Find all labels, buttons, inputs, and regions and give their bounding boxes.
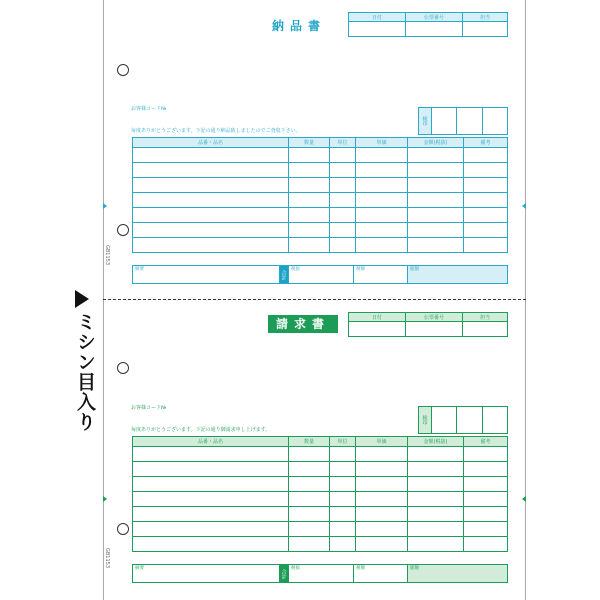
bottom-form-title: 請求書 (268, 315, 338, 333)
header-date-value[interactable] (349, 22, 406, 37)
alignment-mark-left-bottom (103, 496, 107, 502)
header-slip-value[interactable] (406, 322, 463, 337)
top-tax-incl-label: 総額 (408, 266, 508, 284)
form-code-top: GB1153 (104, 245, 110, 266)
bottom-tax-excl-label: 税抜 (289, 565, 354, 583)
top-stamp-cell-1[interactable] (432, 108, 457, 135)
header-staff-value[interactable] (463, 22, 508, 37)
col-amount: 金額(税抜) (408, 437, 464, 447)
top-memo-label: 摘要 (133, 266, 280, 284)
triangle-arrow-icon (75, 290, 89, 308)
top-total-label: 合計 (280, 266, 289, 284)
perforation-line (103, 299, 526, 300)
perforation-label: ミシン目入り (74, 312, 96, 432)
header-slip-label: 伝票番号 (406, 313, 463, 322)
bottom-stamp-label: 検印 (419, 407, 432, 434)
alignment-mark-left-top (103, 203, 107, 209)
table-row[interactable] (133, 507, 508, 522)
col-qty: 数量 (289, 138, 330, 148)
header-date-label: 日付 (349, 13, 406, 22)
col-unit: 単位 (330, 437, 356, 447)
punch-hole-2 (117, 224, 129, 236)
top-greeting: 毎度ありがとうございます。下記の通り納品致しましたのでご査収下さい。 (131, 128, 301, 134)
header-staff-label: 担当 (463, 13, 508, 22)
table-row[interactable] (133, 462, 508, 477)
table-row[interactable] (133, 148, 508, 163)
table-row[interactable] (133, 537, 508, 552)
table-row[interactable] (133, 223, 508, 238)
bottom-footer-table (132, 564, 508, 583)
bottom-stamp-cell-1[interactable] (432, 407, 457, 434)
header-staff-label: 担当 (463, 313, 508, 322)
top-stamp-box (418, 107, 508, 135)
top-stamp-label: 検印 (419, 108, 432, 135)
table-row[interactable] (133, 238, 508, 253)
header-slip-value[interactable] (406, 22, 463, 37)
top-footer-table (132, 265, 508, 284)
bottom-stamp-box (418, 406, 508, 434)
col-unit-price: 単価 (356, 437, 408, 447)
header-staff-value[interactable] (463, 322, 508, 337)
header-date-label: 日付 (349, 313, 406, 322)
col-unit-price: 単価 (356, 138, 408, 148)
table-row[interactable] (133, 522, 508, 537)
top-tax-label: 税額 (354, 266, 408, 284)
col-qty: 数量 (289, 437, 330, 447)
col-item-name: 品番・品名 (133, 437, 289, 447)
bottom-items-table (132, 436, 508, 552)
punch-hole-4 (117, 523, 129, 535)
alignment-mark-right-bottom (522, 496, 526, 502)
bottom-total-label: 合計 (280, 565, 289, 583)
table-row[interactable] (133, 208, 508, 223)
punch-hole-1 (117, 64, 129, 76)
col-remarks: 備考 (464, 437, 508, 447)
col-remarks: 備考 (464, 138, 508, 148)
top-stamp-cell-3[interactable] (482, 108, 507, 135)
table-row[interactable] (133, 193, 508, 208)
header-date-value[interactable] (349, 322, 406, 337)
table-row[interactable] (133, 163, 508, 178)
top-items-table (132, 137, 508, 253)
col-amount: 金額(税抜) (408, 138, 464, 148)
top-customer-code-label: お客様コード№ (131, 106, 167, 112)
header-slip-label: 伝票番号 (406, 13, 463, 22)
alignment-mark-right-top (522, 203, 526, 209)
bottom-memo-label: 摘要 (133, 565, 280, 583)
top-form-title: 納品書 (272, 19, 327, 33)
bottom-greeting: 毎度ありがとうございます。下記の通り御請求申し上げます。 (131, 427, 271, 433)
top-header-table (348, 12, 508, 37)
table-row[interactable] (133, 178, 508, 193)
bottom-customer-code-label: お客様コード№ (131, 405, 167, 411)
bottom-stamp-cell-2[interactable] (457, 407, 482, 434)
form-code-bottom: GB1153 (104, 548, 110, 569)
table-row[interactable] (133, 447, 508, 462)
bottom-tax-label: 税額 (354, 565, 408, 583)
col-unit: 単位 (330, 138, 356, 148)
col-item-name: 品番・品名 (133, 138, 289, 148)
table-row[interactable] (133, 492, 508, 507)
punch-hole-3 (117, 362, 129, 374)
bottom-tax-incl-label: 総額 (408, 565, 508, 583)
bottom-stamp-cell-3[interactable] (482, 407, 507, 434)
top-stamp-cell-2[interactable] (457, 108, 482, 135)
top-tax-excl-label: 税抜 (289, 266, 354, 284)
bottom-header-table (348, 312, 508, 337)
table-row[interactable] (133, 477, 508, 492)
